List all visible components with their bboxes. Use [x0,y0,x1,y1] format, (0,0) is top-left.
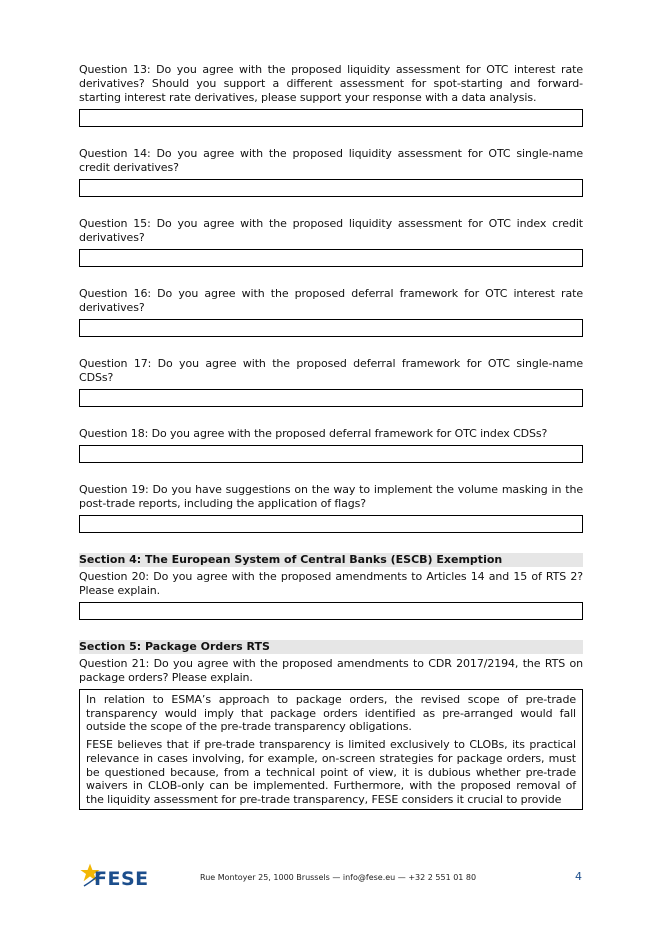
question-14-answer-box[interactable] [79,179,583,197]
question-15-text: Question 15: Do you agree with the proposed liquidity assessment for OTC index credit derivatives? [79,217,583,244]
question-21-text: Question 21: Do you agree with the proposed amendments to CDR 2017/2194, the RTS on package orders? Please explain. [79,657,583,684]
question-17-text: Question 17: Do you agree with the proposed deferral framework for OTC single-name CDSs? [79,357,583,384]
question-16-answer-box[interactable] [79,319,583,337]
question-block-15 [79,217,583,267]
question-block-13 [79,63,583,127]
question-17-answer-box[interactable] [79,389,583,407]
question-block-17 [79,357,583,407]
question-19-text: Question 19: Do you have suggestions on the way to implement the volume masking in the post-trade reports, including the application of flags? [79,483,583,510]
section-4 [79,553,583,620]
question-block-18 [79,427,583,463]
question-13-text: Question 13: Do you agree with the proposed liquidity assessment for OTC interest rate derivatives? Should you support a different assessment for spot-starting and forward-starting interest rate derivatives, please support your response with a data analysis. [79,63,583,104]
question-20-answer-box[interactable] [79,602,583,620]
answer-paragraph-1: In relation to ESMA’s approach to package orders, the revised scope of pre-trade transparency would imply that package orders identified as pre-arranged would fall outside the scope of the pre-trade transparency obligations. [86,693,576,734]
section-5-heading: Section 5: Package Orders RTS [79,640,583,654]
question-block-16 [79,287,583,337]
section-4-heading: Section 4: The European System of Central Banks (ESCB) Exemption [79,553,583,567]
footer-address: Rue Montoyer 25, 1000 Brussels — info@fese.eu — +32 2 551 01 80 [200,873,477,882]
answer-paragraph-2: FESE believes that if pre-trade transparency is limited exclusively to CLOBs, its practical relevance in cases involving, for example, on-screen strategies for package orders, must be questioned because, from a technical point of view, it is dubious whether pre-trade waivers in CLOB-only can be implemented. Furthermore, with the proposed removal of the liquidity assessment for pre-trade transparency, FESE considers it crucial to provide [86,738,576,806]
question-15-answer-box[interactable] [79,249,583,267]
question-19-answer-box[interactable] [79,515,583,533]
question-block-14 [79,147,583,197]
question-block-19 [79,483,583,533]
question-18-answer-box[interactable] [79,445,583,463]
page-footer [0,858,662,898]
fese-logo-text: FESE [94,868,149,890]
section-5 [79,640,583,810]
question-18-text: Question 18: Do you agree with the proposed deferral framework for OTC index CDSs? [79,427,548,440]
question-14-text: Question 14: Do you agree with the proposed liquidity assessment for OTC single-name credit derivatives? [79,147,583,174]
question-13-answer-box[interactable] [79,109,583,127]
question-16-text: Question 16: Do you agree with the proposed deferral framework for OTC interest rate derivatives? [79,287,583,314]
content-area [79,63,583,810]
page-number: 4 [575,870,582,883]
question-21-answer-box[interactable] [79,689,583,810]
question-20-text: Question 20: Do you agree with the proposed amendments to Articles 14 and 15 of RTS 2? Please explain. [79,570,583,597]
